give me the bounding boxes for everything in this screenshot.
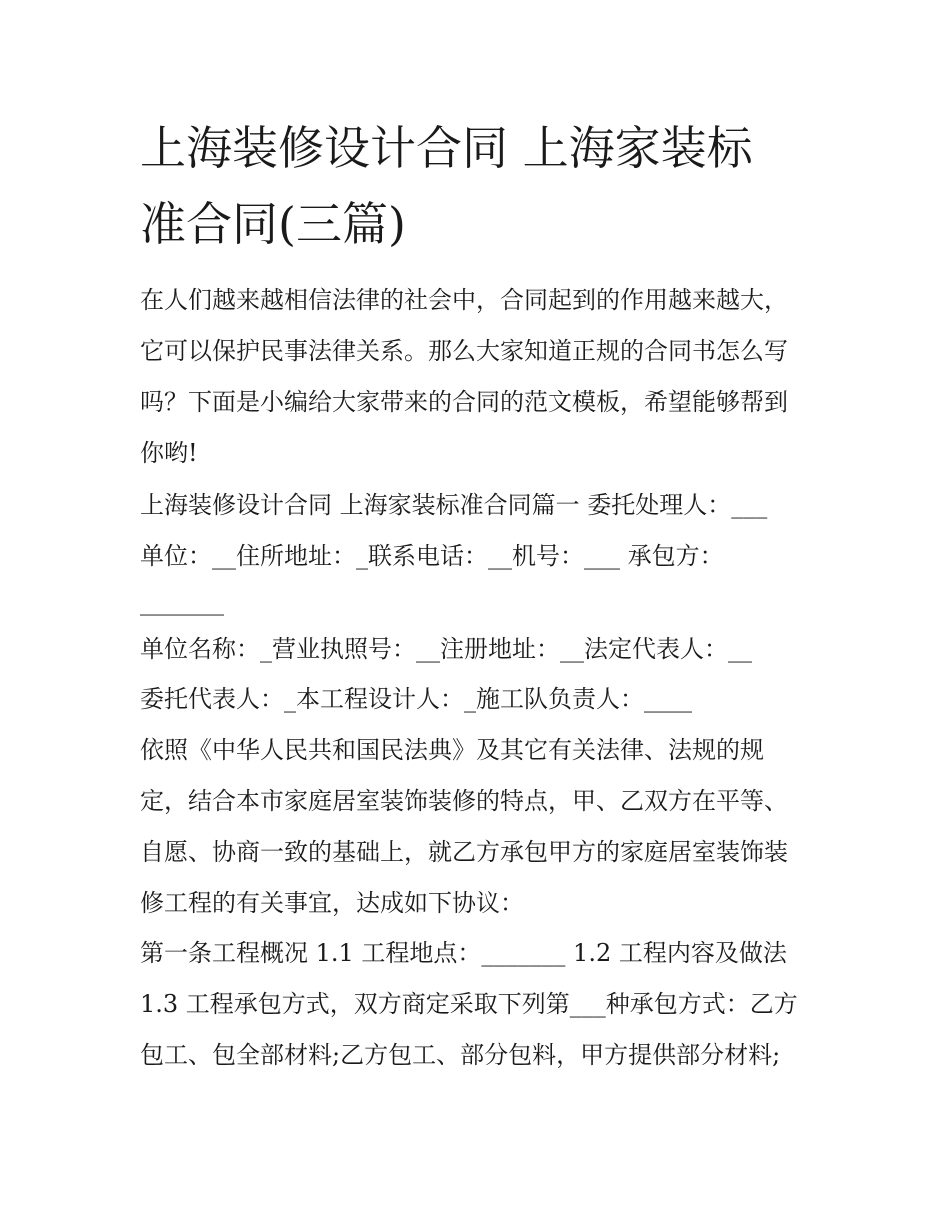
title-line-2: 准合同(三篇) bbox=[140, 197, 406, 251]
intro-line-1: 在人们越来越相信法律的社会中，合同起到的作用越来越大， bbox=[140, 286, 788, 314]
preamble-line-1: 依照《中华人民共和国民法典》及其它有关法律、法规的规 bbox=[140, 736, 764, 764]
preamble-line-3: 自愿、协商一致的基础上，就乙方承包甲方的家庭居室装饰装 bbox=[140, 838, 788, 866]
intro-line-3: 吗？下面是小编给大家带来的合同的范文模板，希望能够帮到 bbox=[140, 388, 788, 416]
preamble-line-4: 修工程的有关事宜，达成如下协议： bbox=[140, 889, 524, 917]
party-line-3: _______ bbox=[140, 588, 224, 616]
intro-line-4: 你哟! bbox=[140, 439, 198, 467]
document-title bbox=[140, 110, 820, 262]
intro-line-2: 它可以保护民事法律关系。那么大家知道正规的合同书怎么写 bbox=[140, 337, 788, 365]
party-line-4: 单位名称：_营业执照号：__注册地址：__法定代表人：__ bbox=[140, 635, 752, 663]
party-line-2: 单位：__住所地址：_联系电话：__机号：___ 承包方： bbox=[140, 542, 724, 570]
article-1-line-1: 第一条工程概况 1.1 工程地点：_______ 1.2 工程内容及做法 bbox=[140, 939, 787, 967]
party-line-1: 上海装修设计合同 上海家装标准合同篇一 委托处理人：___ bbox=[140, 491, 768, 519]
preamble-line-2: 定，结合本市家庭居室装饰装修的特点，甲、乙双方在平等、 bbox=[140, 787, 788, 815]
party-line-5: 委托代表人：_本工程设计人：_施工队负责人：____ bbox=[140, 685, 692, 713]
title-line-1: 上海装修设计合同 上海家装标 bbox=[140, 121, 753, 175]
article-1-line-2: 1.3 工程承包方式，双方商定采取下列第___种承包方式：乙方 bbox=[140, 990, 798, 1018]
article-1-line-3: 包工、包全部材料;乙方包工、部分包料，甲方提供部分材料; bbox=[140, 1041, 781, 1069]
